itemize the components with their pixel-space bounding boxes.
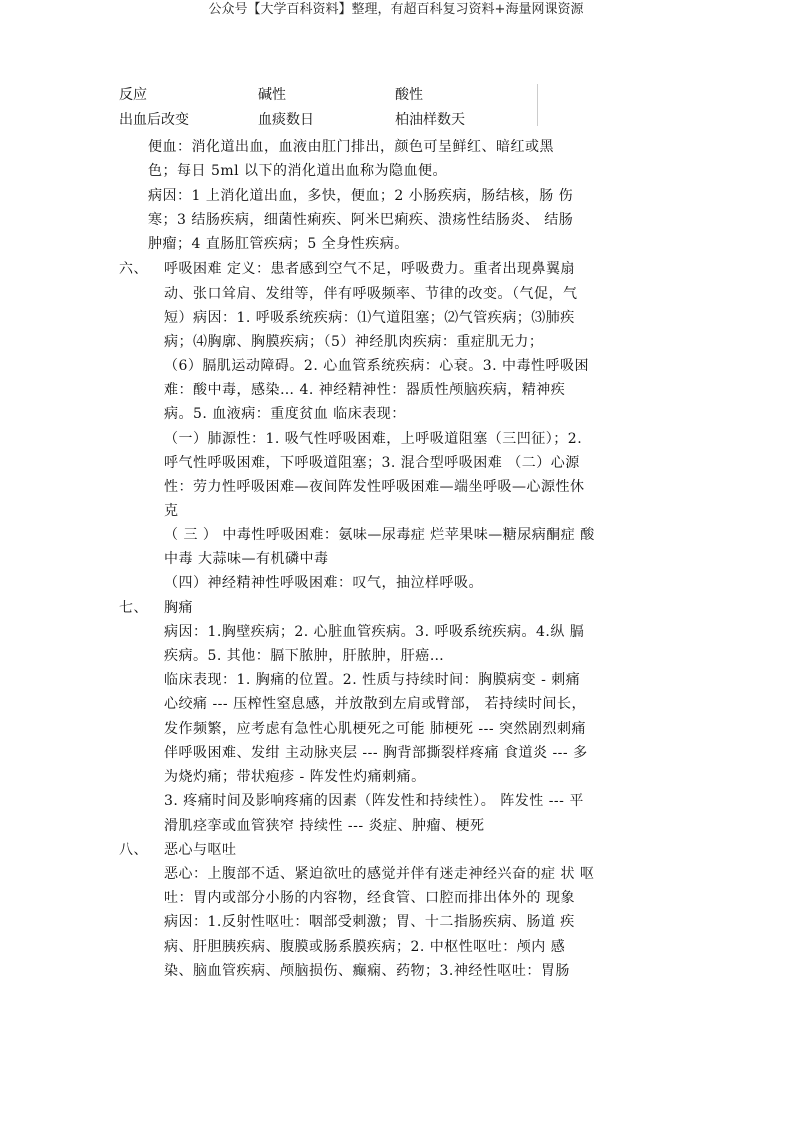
page-header: 公众号【大学百科资料】整理，有超百科复习资料+海量网课资源 bbox=[208, 2, 584, 17]
text-line: 吐：胃内或部分小肠的内容物，经食管、口腔而排出体外的 现象 bbox=[164, 890, 575, 906]
table-cell: 反应 bbox=[119, 87, 147, 103]
table-cell: 出血后改变 bbox=[119, 112, 189, 128]
table-cell: 碱性 bbox=[258, 87, 286, 103]
text-line: 便血：消化道出血，血液由肛门排出，颜色可呈鲜红、暗红或黑 bbox=[148, 139, 554, 155]
section-number: 八、 bbox=[119, 842, 148, 858]
text-line: 呼吸困难 定义：患者感到空气不足，呼吸费力。重者出现鼻翼扇 bbox=[164, 261, 575, 277]
text-line: 短）病因：1. 呼吸系统疾病：⑴气道阻塞；⑵气管疾病；⑶肺疾 bbox=[164, 310, 575, 326]
text-line: 克 bbox=[164, 503, 179, 519]
text-line: 病。5. 血液病：重度贫血 临床表现： bbox=[164, 406, 406, 422]
text-line: 疾病。5. 其他：膈下脓肿，肝脓肿，肝癌… bbox=[164, 648, 445, 664]
text-line: 性：劳力性呼吸困难—夜间阵发性呼吸困难—端坐呼吸—心源性休 bbox=[164, 479, 585, 495]
text-line: 3. 疼痛时间及影响疼痛的因素（阵发性和持续性）。 阵发性 --- 平 bbox=[164, 793, 584, 809]
section-number: 六、 bbox=[119, 261, 148, 277]
table-cell: 酸性 bbox=[395, 87, 423, 103]
text-line: 病、肝胆胰疾病、腹膜或肠系膜疾病；2. 中枢性呕吐：颅内 感 bbox=[164, 939, 566, 955]
text-line: 难：酸中毒，感染… 4. 神经精神性：器质性颅脑疾病，精神疾 bbox=[164, 382, 566, 398]
text-line: 染、脑血管疾病、颅脑损伤、癫痫、药物；3.神经性呕吐：胃肠 bbox=[164, 963, 570, 979]
text-line: （四）神经精神性呼吸困难：叹气，抽泣样呼吸。 bbox=[164, 575, 483, 591]
text-line: 动、张口耸肩、发绀等，伴有呼吸频率、节律的改变。（气促，气 bbox=[164, 286, 578, 302]
text-line: 发作频繁，应考虑有急性心肌梗死之可能 肺梗死 --- 突然剧烈刺痛 bbox=[164, 721, 587, 737]
section-number: 七、 bbox=[119, 600, 148, 616]
text-line: 病；⑷胸廓、胸膜疾病；（5）神经肌肉疾病：重症肌无力； bbox=[164, 334, 544, 350]
text-line: 中毒 大蒜味—有机磷中毒 bbox=[164, 551, 329, 567]
text-line: 色；每日 5ml 以下的消化道出血称为隐血便。 bbox=[148, 163, 448, 179]
table-divider bbox=[537, 84, 538, 126]
text-line: 病因：1 上消化道出血，多快，便血；2 小肠疾病，肠结核，肠 伤 bbox=[148, 188, 574, 204]
text-line: 伴呼吸困难、发绀 主动脉夹层 --- 胸背部撕裂样疼痛 食道炎 --- 多 bbox=[164, 745, 588, 761]
text-line: 病因：1.反射性呕吐：咽部受刺激；胃、十二指肠疾病、肠道 疾 bbox=[164, 914, 575, 930]
text-line: 为烧灼痛；带状疱疹 - 阵发性灼痛刺痛。 bbox=[164, 769, 426, 785]
text-line: 临床表现：1. 胸痛的位置。2. 性质与持续时间：胸膜病变 - 刺痛 bbox=[164, 672, 581, 688]
section-title: 恶心与呕吐 bbox=[164, 842, 237, 858]
table-cell: 血痰数日 bbox=[258, 112, 314, 128]
text-line: （ 三 ） 中毒性呼吸困难：氨味—尿毒症 烂苹果味—糖尿病酮症 酸 bbox=[164, 527, 595, 543]
text-line: 寒；3 结肠疾病，细菌性痢疾、阿米巴痢疾、溃疡性结肠炎、 结肠 bbox=[148, 212, 574, 228]
text-line: （6）膈肌运动障碍。2. 心血管系统疾病：心衰。3. 中毒性呼吸困 bbox=[164, 358, 590, 374]
table-cell: 柏油样数天 bbox=[395, 112, 465, 128]
text-line: 病因：1.胸壁疾病；2. 心脏血管疾病。3. 呼吸系统疾病。4.纵 膈 bbox=[164, 624, 585, 640]
text-line: 恶心：上腹部不适、紧迫欲吐的感觉并伴有迷走神经兴奋的症 状 呕 bbox=[164, 866, 595, 882]
text-line: （一）肺源性：1. 吸气性呼吸困难，上呼吸道阻塞（三凹征）；2. bbox=[164, 431, 583, 447]
text-line: 呼气性呼吸困难，下呼吸道阻塞；3. 混合型呼吸困难 （二）心源 bbox=[164, 455, 580, 471]
text-line: 肿瘤；4 直肠肛管疾病；5 全身性疾病。 bbox=[148, 236, 409, 252]
section-title: 胸痛 bbox=[164, 600, 193, 616]
text-line: 心绞痛 --- 压榨性窒息感，并放散到左肩或臂部， 若持续时间长， bbox=[164, 696, 587, 712]
text-line: 滑肌痉挛或血管狭窄 持续性 --- 炎症、肿瘤、梗死 bbox=[164, 818, 485, 834]
